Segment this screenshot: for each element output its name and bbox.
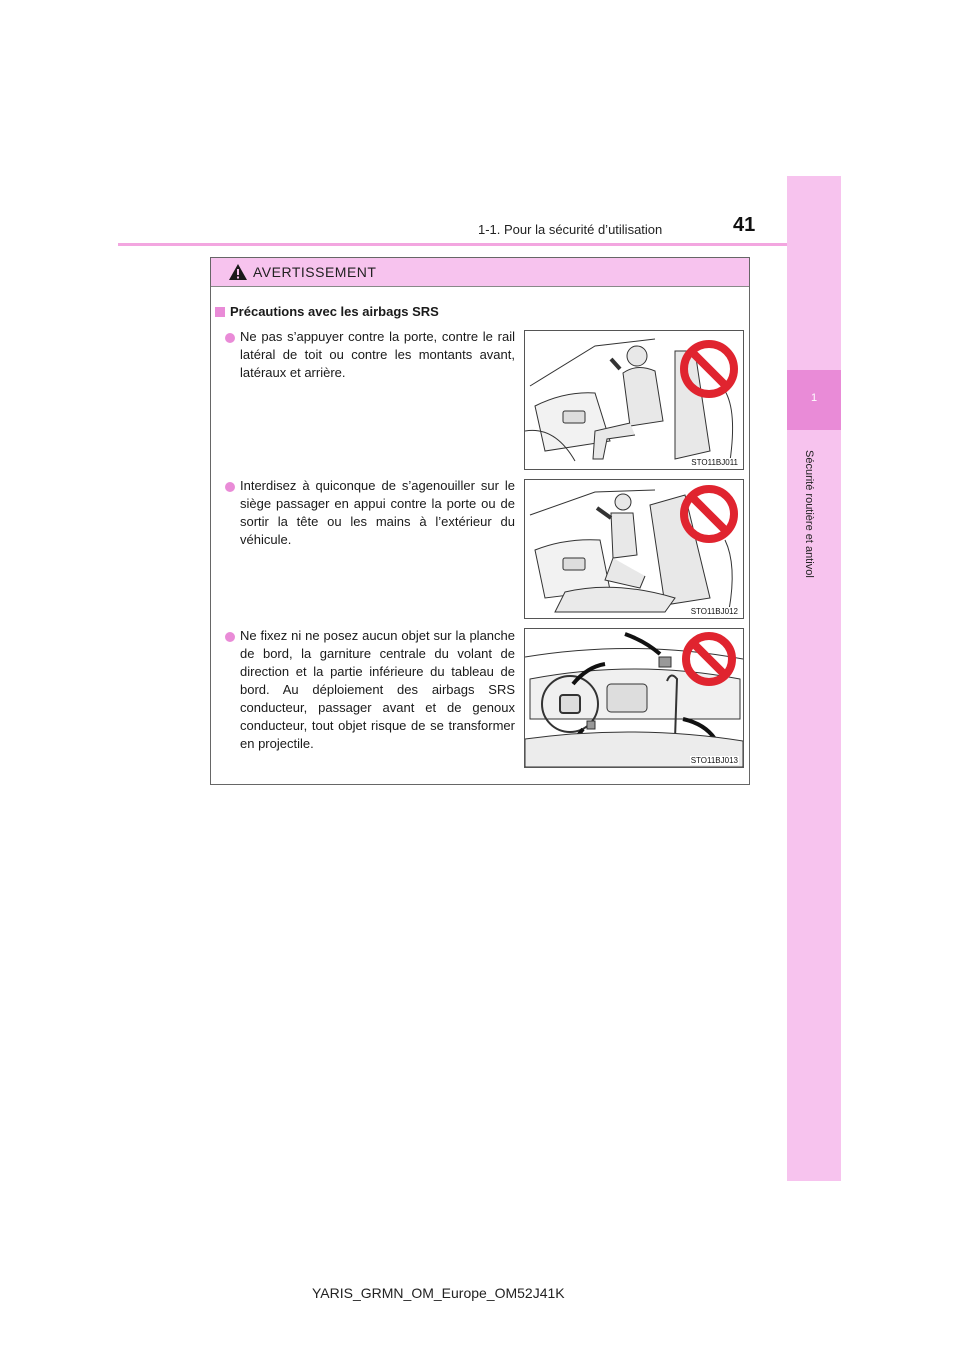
figure-illustration-2 (525, 480, 743, 618)
bullet-dot-icon (225, 482, 235, 492)
warning-item-text: Ne fixez ni ne posez aucun objet sur la planche de bord, la garniture centrale du volant de direction et la partie inférieure du tableau de bord. Au déploiement des airbags SRS conducteur, passager avant et de genoux conducteur, tout objet risque de se transformer en projectile. (240, 628, 515, 751)
figure-illustration-1 (525, 331, 743, 469)
figure-illustration-3 (525, 629, 743, 767)
footer-document-id: YARIS_GRMN_OM_Europe_OM52J41K (312, 1285, 565, 1301)
warning-header (211, 258, 749, 287)
bullet-dot-icon (225, 632, 235, 642)
warning-item-text: Ne pas s’appuyer contre la porte, contre le rail latéral de toit ou contre les montants avant, latéraux et arrière. (240, 329, 515, 380)
figure-leaning-on-door (524, 330, 744, 470)
warning-box (210, 257, 750, 785)
header-rule (118, 243, 840, 246)
chapter-number: 1 (810, 392, 818, 404)
square-bullet-icon (215, 307, 225, 317)
figure-kneeling-on-seat (524, 479, 744, 619)
warning-title: AVERTISSEMENT (253, 264, 377, 280)
figure-code: STO11BJ012 (690, 607, 738, 616)
warning-item-text: Interdisez à quiconque de s’agenouiller sur le siège passager en appui contre la porte ou de sortir la tête ou les mains à l’extérieur du véhicule. (240, 478, 515, 547)
figure-code: STO11BJ011 (691, 458, 738, 467)
chapter-title: Sécurité routière et antivol (803, 450, 815, 578)
warning-triangle-icon (228, 263, 248, 286)
bullet-dot-icon (225, 333, 235, 343)
figure-objects-on-dashboard (524, 628, 744, 768)
page-number: 41 (733, 214, 756, 236)
figure-code: STO11BJ013 (690, 756, 738, 765)
side-tab (787, 176, 841, 1181)
section-title: 1-1. Pour la sécurité d’utilisation (478, 222, 663, 237)
warning-subheading: Précautions avec les airbags SRS (215, 304, 439, 319)
